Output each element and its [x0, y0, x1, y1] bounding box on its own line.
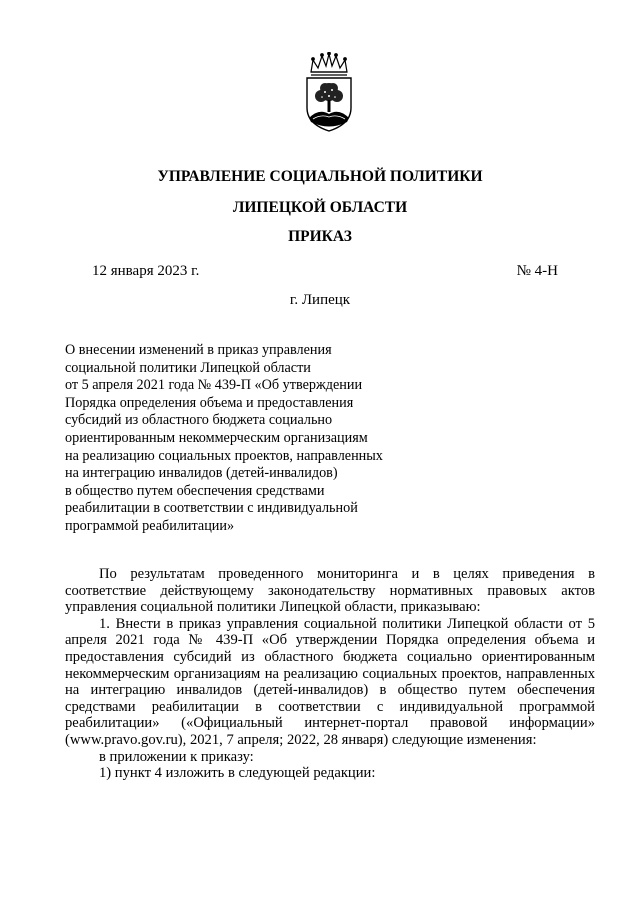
subject-line: социальной политики Липецкой области	[65, 359, 311, 376]
subject-line: на интеграцию инвалидов (детей-инвалидов)	[65, 465, 338, 482]
document-subject	[65, 342, 425, 536]
document-number: № 4-Н	[516, 263, 558, 279]
subject-line: программой реабилитации»	[65, 517, 235, 534]
subject-line: от 5 апреля 2021 года № 439-П «Об утверждении	[65, 377, 363, 394]
organization-name-line1: УПРАВЛЕНИЕ СОЦИАЛЬНОЙ ПОЛИТИКИ	[157, 168, 483, 185]
document-type-title: ПРИКАЗ	[288, 228, 352, 245]
document-city: г. Липецк	[289, 292, 351, 308]
document-date: 12 января 2023 г.	[92, 263, 200, 279]
subject-line: в общество путем обеспечения средствами	[65, 482, 325, 499]
document-body	[65, 566, 595, 782]
appendix-line: в приложении к приказу:	[99, 748, 254, 765]
coat-of-arms-emblem	[301, 52, 357, 132]
organization-name-line2: ЛИПЕЦКОЙ ОБЛАСТИ	[232, 199, 408, 216]
subject-line: субсидий из областного бюджета социально	[65, 412, 333, 429]
subject-line: ориентированным некоммерческим организациям	[65, 429, 368, 446]
preamble-paragraph: По результатам проведенного мониторинга и в целях приведения в соответствие действующему законодательству нормативных правовых актов управления социальной политики Липецкой области, приказываю:	[65, 566, 595, 616]
subject-line: на реализацию социальных проектов, направленных	[65, 447, 383, 464]
item-1-paragraph: 1. Внести в приказ управления социальной политики Липецкой области от 5 апреля 2021 года № 439-П «Об утверждении Порядка определения объема и предоставления субсидий из областного бюджета социально ориентированным некоммерческим организациям на реализацию социальных проектов, направленных на интеграцию инвалидов (детей-инвалидов) в общество путем обеспечения средствами реабилитации в соответствии с индивидуальной программой реабилитации» («Официальный интернет-портал правовой информации» (www.pravo.gov.ru), 2021, 7 апреля; 2022, 28 января) следующие изменения:	[65, 615, 595, 748]
sub-item-1-line: 1) пункт 4 изложить в следующей редакции:	[99, 765, 376, 782]
subject-line: Порядка определения объема и предоставления	[65, 394, 354, 411]
subject-line: О внесении изменений в приказ управления	[65, 342, 332, 358]
subject-line: реабилитации в соответствии с индивидуальной	[65, 500, 358, 517]
